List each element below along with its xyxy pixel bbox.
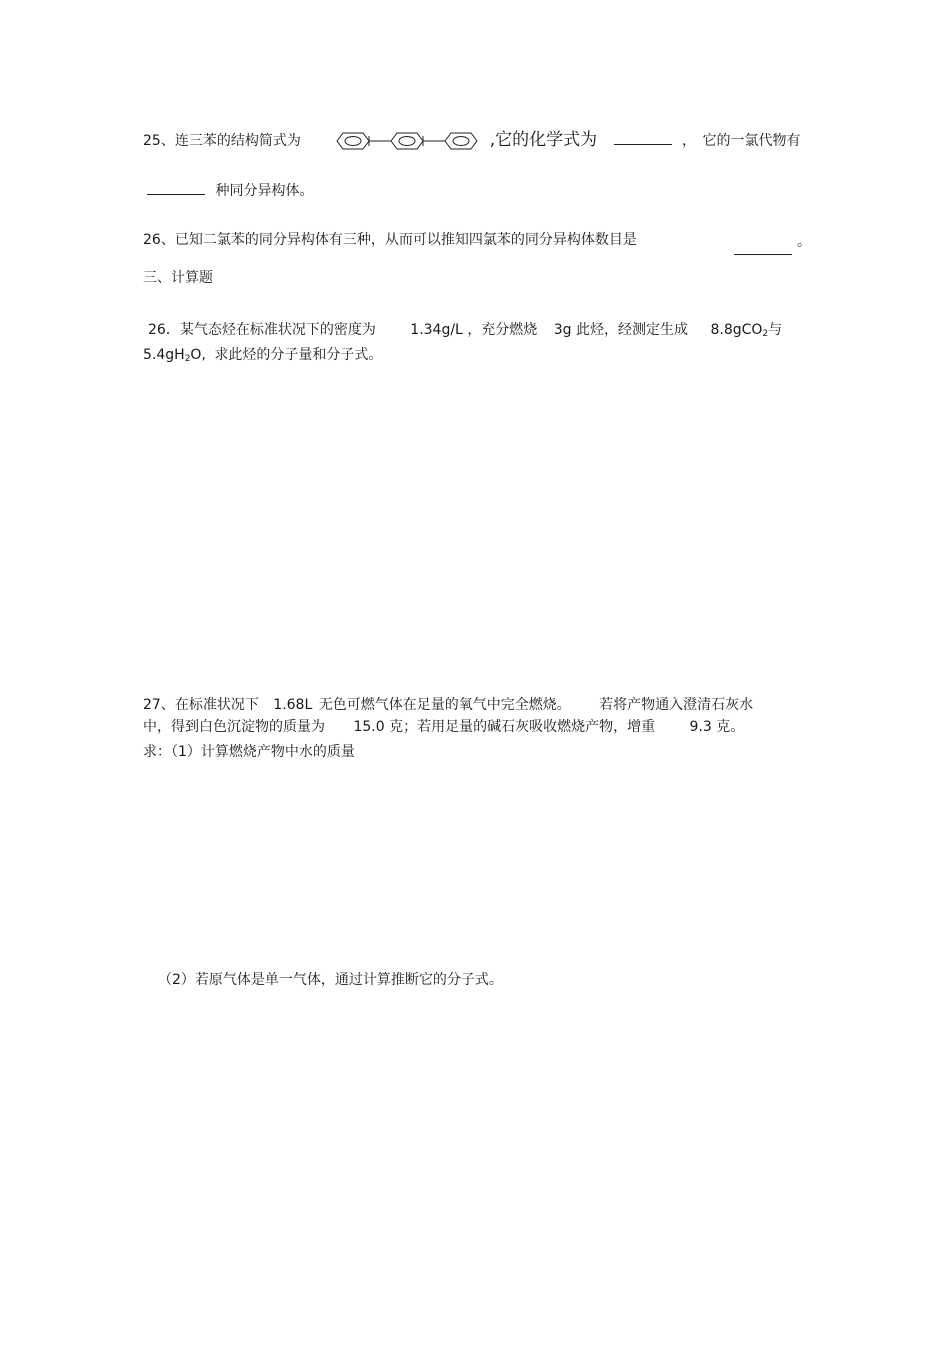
q26b-yu: 与	[768, 322, 783, 338]
q26b-p1: 26．某气态烃在标准状况下的密度为	[148, 322, 376, 338]
q25-formula-blank[interactable]	[614, 130, 672, 145]
q27-gain: 9.3	[689, 719, 712, 735]
q26a-end: 。	[797, 234, 811, 250]
q27-line2	[143, 717, 744, 737]
q26b-h2o: $5.4gH_2O$,	[143, 347, 206, 364]
q27-line1	[143, 695, 753, 715]
q26b-p3: 此烃，经测定生成	[576, 322, 689, 338]
q26b-line2	[143, 345, 382, 369]
q25-formula-label: ,它的化学式为	[489, 130, 598, 150]
q27-p1: 27、在标准状况下	[143, 697, 259, 713]
q25-isomer-blank[interactable]	[147, 180, 205, 195]
q27-p2: 无色可燃气体在足量的氧气中完全燃烧。	[318, 697, 571, 713]
q27-p6: 克。	[716, 719, 745, 735]
q27-p4: 中，得到白色沉淀物的质量为	[143, 719, 325, 735]
q25-line2	[147, 180, 313, 201]
q26b-p4: 求此烃的分子量和分子式。	[214, 347, 383, 363]
terphenyl-structure	[335, 130, 485, 152]
q26b-density: 1.34g/L	[410, 322, 463, 338]
q27-p5: 克；若用足量的碱石灰吸收燃烧产物，增重	[389, 719, 656, 735]
q27-vol: 1.68L	[273, 697, 313, 713]
q27-ppt: 15.0	[353, 719, 385, 735]
q26b-p2: ，充分燃烧	[467, 322, 538, 338]
q25-isomer-suffix: 种同分异构体。	[215, 183, 314, 199]
q26a-blank[interactable]	[734, 240, 792, 255]
q25-line1	[143, 130, 801, 152]
q26a-text: 26、已知二氯苯的同分异构体有三种，从而可以推知四氯苯的同分异构体数目是	[143, 232, 637, 248]
q27-p3: 若将产物通入澄清石灰水	[599, 697, 754, 713]
q26b-co2: 8.8gCO$_2$	[710, 322, 769, 339]
q27-question1: 求：（1）计算燃烧产物中水的质量	[143, 744, 355, 760]
q26a-line	[143, 230, 637, 250]
section-heading: 三、计算题	[143, 270, 213, 286]
q25-prefix: 25、连三苯的结构简式为	[143, 133, 301, 149]
q25-comma: ，	[682, 133, 697, 149]
q26b-mass: 3g	[553, 322, 572, 338]
q25-isomer-prefix: 它的一氯代物有	[702, 133, 801, 149]
q27-question2: （2）若原气体是单一气体，通过计算推断它的分子式。	[158, 972, 503, 988]
q26b-line1	[148, 320, 782, 344]
